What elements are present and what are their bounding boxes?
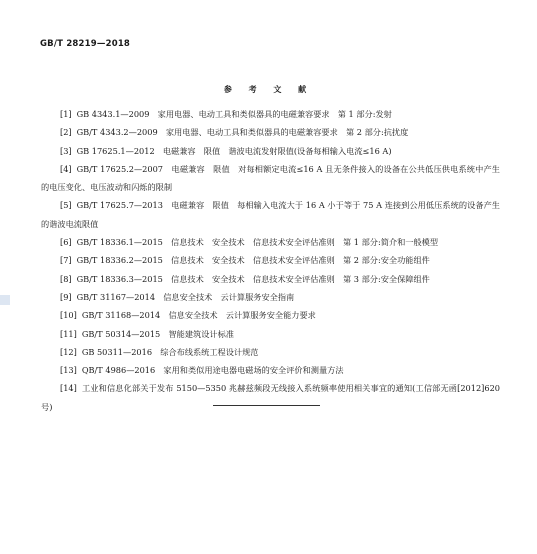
reference-item [41,160,500,197]
reference-text: GB/T 18336.2—2015 信息技术 安全技术 信息技术安全评估准则 第 2 部分:安全功能组件 [76,255,430,266]
reference-item [41,233,500,251]
reference-item [41,142,500,160]
reference-text: GB 17625.1—2012 电磁兼容 限值 谐波电流发射限值(设备每相输入电流≤16 A) [76,145,392,156]
reference-text: GB/T 31167—2014 信息安全技术 云计算服务安全指南 [76,291,295,302]
reference-item [41,325,500,343]
reference-number: [2] [60,127,72,138]
reference-number: [9] [60,291,72,302]
reference-number: [11] [60,328,77,339]
reference-text: GB 4343.1—2009 家用电器、电动工具和类似器具的电磁兼容要求 第 1 部分:发射 [76,109,392,119]
reference-item [41,251,500,269]
reference-number: [1] [60,109,72,119]
section-title: 参 考 文 献 [223,84,314,94]
reference-text: 工业和信息化部关于发布 5150—5350 兆赫兹频段无线接入系统频率使用相关事宜的通知(工信部无函[2012]620 号) [41,383,500,412]
reference-text: GB/T 18336.3—2015 信息技术 安全技术 信息技术安全评估准则 第 3 部分:安全保障组件 [76,273,430,284]
reference-text: GB/T 17625.2—2007 电磁兼容 限值 对每相额定电流≤16 A 且无条件接入的设备在公共低压供电系统中产生的电压变化、电压波动和闪烁的限制 [41,163,500,193]
reference-item [41,379,500,416]
edge-mark [0,295,10,305]
reference-number: [5] [60,200,72,211]
reference-item [41,270,500,288]
reference-item [41,105,500,123]
reference-text: GB/T 17625.7—2013 电磁兼容 限值 每相输入电流大于 16 A 小于等于 75 A 连接到公用低压系统的设备产生的谐波电流限值 [41,200,500,229]
reference-number: [6] [60,237,72,248]
reference-item [41,343,500,361]
reference-item [41,288,500,306]
reference-text: GB/T 50314—2015 智能建筑设计标准 [81,328,234,339]
reference-text: GB/T 31168—2014 信息安全技术 云计算服务安全能力要求 [81,310,316,321]
reference-list [41,105,500,416]
reference-number: [3] [60,145,72,156]
reference-number: [4] [60,163,72,174]
reference-text: QB/T 4986—2016 家用和类似用途电器电磁场的安全评价和测量方法 [81,365,344,376]
reference-number: [12] [60,346,77,357]
reference-number: [7] [60,255,72,266]
reference-item [41,306,500,324]
reference-text: GB 50311—2016 综合布线系统工程设计规范 [81,346,259,357]
standard-code: GB/T 28219—2018 [40,39,131,49]
reference-text: GB/T 18336.1—2015 信息技术 安全技术 信息技术安全评估准则 第 1 部分:简介和一般模型 [76,237,439,248]
reference-number: [13] [60,365,77,376]
reference-item [41,123,500,141]
reference-number: [8] [60,273,72,284]
reference-number: [10] [60,310,77,321]
reference-item [41,361,500,379]
end-rule [213,405,320,406]
reference-text: GB/T 4343.2—2009 家用电器、电动工具和类似器具的电磁兼容要求 第 2 部分:抗扰度 [76,127,409,138]
reference-item [41,196,500,233]
reference-number: [14] [60,383,77,394]
